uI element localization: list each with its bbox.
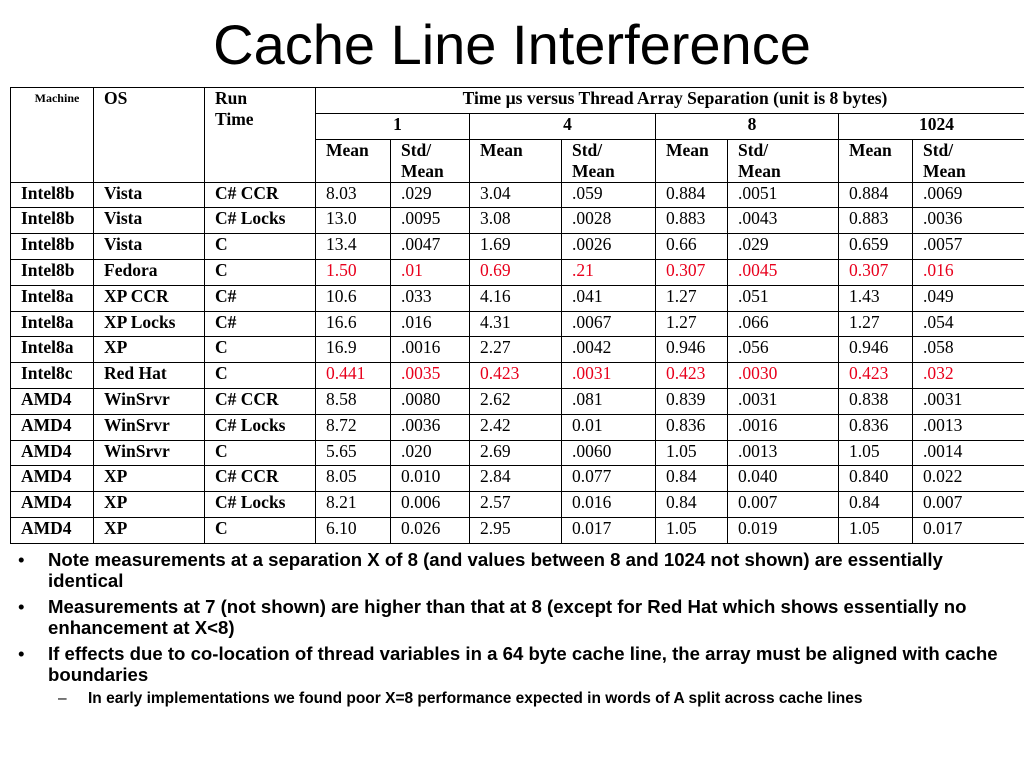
std-mean-cell: .0042 xyxy=(562,337,656,363)
bullet-marker: • xyxy=(18,643,25,664)
header-run-time: Run Time xyxy=(205,88,316,183)
std-mean-cell: .054 xyxy=(913,311,1024,337)
os-cell: WinSrvr xyxy=(94,440,205,466)
mean-cell: 1.05 xyxy=(839,440,913,466)
header-mean: Mean xyxy=(316,139,391,182)
header-std-mean: Std/ Mean xyxy=(913,139,1024,182)
std-mean-cell: .0067 xyxy=(562,311,656,337)
std-mean-cell: 0.006 xyxy=(391,492,470,518)
table-row xyxy=(11,414,1024,440)
mean-cell: 0.836 xyxy=(656,414,728,440)
mean-cell: 0.836 xyxy=(839,414,913,440)
sub-bullet-text: In early implementations we found poor X=8 performance expected in words of A split across cache lines xyxy=(88,690,863,707)
machine-cell: AMD4 xyxy=(11,388,94,414)
mean-cell: 0.883 xyxy=(839,208,913,234)
table-row xyxy=(11,363,1024,389)
std-mean-cell: 0.007 xyxy=(728,492,839,518)
machine-cell: AMD4 xyxy=(11,440,94,466)
machine-cell: Intel8a xyxy=(11,311,94,337)
header-std-mean: Std/ Mean xyxy=(391,139,470,182)
std-mean-cell: .0028 xyxy=(562,208,656,234)
std-mean-cell: .058 xyxy=(913,337,1024,363)
std-mean-cell: .0060 xyxy=(562,440,656,466)
run-time-cell: C xyxy=(205,259,316,285)
header-machine: Machine xyxy=(11,88,94,183)
mean-cell: 1.05 xyxy=(656,517,728,543)
table-row xyxy=(11,337,1024,363)
mean-cell: 13.4 xyxy=(316,234,391,260)
mean-cell: 2.57 xyxy=(470,492,562,518)
mean-cell: 0.441 xyxy=(316,363,391,389)
header-mean: Mean xyxy=(839,139,913,182)
std-mean-cell: 0.022 xyxy=(913,466,1024,492)
std-mean-cell: 0.016 xyxy=(562,492,656,518)
std-mean-cell: .051 xyxy=(728,285,839,311)
mean-cell: 13.0 xyxy=(316,208,391,234)
std-mean-cell: .0047 xyxy=(391,234,470,260)
bullet-text: Note measurements at a separation X of 8 (and values between 8 and 1024 not shown) are essentially identical xyxy=(48,549,943,591)
os-cell: Vista xyxy=(94,234,205,260)
std-mean-cell: .0051 xyxy=(728,182,839,208)
std-mean-cell: .0013 xyxy=(913,414,1024,440)
bullet-marker: • xyxy=(18,596,25,617)
std-mean-cell: .016 xyxy=(913,259,1024,285)
table-row xyxy=(11,208,1024,234)
std-mean-cell: .0031 xyxy=(913,388,1024,414)
std-mean-cell: 0.017 xyxy=(562,517,656,543)
notes-list xyxy=(18,549,1014,707)
mean-cell: 0.69 xyxy=(470,259,562,285)
mean-cell: 10.6 xyxy=(316,285,391,311)
header-os: OS xyxy=(94,88,205,183)
mean-cell: 0.839 xyxy=(656,388,728,414)
mean-cell: 8.58 xyxy=(316,388,391,414)
bullet-item xyxy=(18,596,1014,638)
std-mean-cell: .0036 xyxy=(391,414,470,440)
mean-cell: 2.27 xyxy=(470,337,562,363)
mean-cell: 1.27 xyxy=(656,285,728,311)
header-time-caption: Time µs versus Thread Array Separation (unit is 8 bytes) xyxy=(316,88,1024,114)
std-mean-cell: .0057 xyxy=(913,234,1024,260)
mean-cell: 1.27 xyxy=(839,311,913,337)
mean-cell: 1.05 xyxy=(656,440,728,466)
mean-cell: 0.883 xyxy=(656,208,728,234)
bullet-item xyxy=(18,643,1014,685)
timing-table xyxy=(10,87,1024,544)
mean-cell: 8.72 xyxy=(316,414,391,440)
machine-cell: AMD4 xyxy=(11,517,94,543)
mean-cell: 0.66 xyxy=(656,234,728,260)
os-cell: WinSrvr xyxy=(94,388,205,414)
header-mean: Mean xyxy=(656,139,728,182)
os-cell: Vista xyxy=(94,208,205,234)
header-separation-1024: 1024 xyxy=(839,113,1024,139)
sub-bullet-marker: – xyxy=(58,690,67,707)
mean-cell: 16.9 xyxy=(316,337,391,363)
mean-cell: 6.10 xyxy=(316,517,391,543)
os-cell: XP Locks xyxy=(94,311,205,337)
mean-cell: 1.27 xyxy=(656,311,728,337)
mean-cell: 0.884 xyxy=(656,182,728,208)
mean-cell: 1.43 xyxy=(839,285,913,311)
mean-cell: 2.95 xyxy=(470,517,562,543)
run-time-cell: C# Locks xyxy=(205,414,316,440)
std-mean-cell: .0043 xyxy=(728,208,839,234)
std-mean-cell: .020 xyxy=(391,440,470,466)
std-mean-cell: 0.017 xyxy=(913,517,1024,543)
run-time-cell: C# Locks xyxy=(205,208,316,234)
run-time-cell: C# Locks xyxy=(205,492,316,518)
table-row xyxy=(11,234,1024,260)
std-mean-cell: 0.007 xyxy=(913,492,1024,518)
mean-cell: 0.838 xyxy=(839,388,913,414)
table-row xyxy=(11,388,1024,414)
std-mean-cell: .0069 xyxy=(913,182,1024,208)
os-cell: XP xyxy=(94,517,205,543)
mean-cell: 2.62 xyxy=(470,388,562,414)
bullet-text: Measurements at 7 (not shown) are higher than that at 8 (except for Red Hat which shows essentially no enhancement at X<8) xyxy=(48,596,967,638)
mean-cell: 1.05 xyxy=(839,517,913,543)
std-mean-cell: 0.010 xyxy=(391,466,470,492)
machine-cell: AMD4 xyxy=(11,466,94,492)
mean-cell: 0.946 xyxy=(656,337,728,363)
std-mean-cell: .21 xyxy=(562,259,656,285)
table-row xyxy=(11,182,1024,208)
mean-cell: 1.50 xyxy=(316,259,391,285)
run-time-cell: C# CCR xyxy=(205,466,316,492)
table-row xyxy=(11,259,1024,285)
run-time-cell: C# CCR xyxy=(205,388,316,414)
mean-cell: 2.69 xyxy=(470,440,562,466)
std-mean-cell: 0.026 xyxy=(391,517,470,543)
std-mean-cell: 0.01 xyxy=(562,414,656,440)
header-std-mean: Std/ Mean xyxy=(728,139,839,182)
std-mean-cell: .032 xyxy=(913,363,1024,389)
mean-cell: 0.84 xyxy=(656,466,728,492)
machine-cell: Intel8b xyxy=(11,259,94,285)
run-time-cell: C xyxy=(205,337,316,363)
mean-cell: 0.423 xyxy=(656,363,728,389)
mean-cell: 5.65 xyxy=(316,440,391,466)
os-cell: Red Hat xyxy=(94,363,205,389)
std-mean-cell: .0016 xyxy=(391,337,470,363)
std-mean-cell: .041 xyxy=(562,285,656,311)
std-mean-cell: .0036 xyxy=(913,208,1024,234)
std-mean-cell: .033 xyxy=(391,285,470,311)
mean-cell: 3.04 xyxy=(470,182,562,208)
mean-cell: 0.840 xyxy=(839,466,913,492)
std-mean-cell: .0095 xyxy=(391,208,470,234)
std-mean-cell: .066 xyxy=(728,311,839,337)
run-time-cell: C# xyxy=(205,285,316,311)
run-time-cell: C xyxy=(205,440,316,466)
std-mean-cell: .081 xyxy=(562,388,656,414)
std-mean-cell: .056 xyxy=(728,337,839,363)
std-mean-cell: 0.077 xyxy=(562,466,656,492)
std-mean-cell: .01 xyxy=(391,259,470,285)
std-mean-cell: .029 xyxy=(728,234,839,260)
os-cell: Fedora xyxy=(94,259,205,285)
header-separation-1: 1 xyxy=(316,113,470,139)
mean-cell: 1.69 xyxy=(470,234,562,260)
std-mean-cell: 0.040 xyxy=(728,466,839,492)
os-cell: XP xyxy=(94,337,205,363)
os-cell: XP xyxy=(94,466,205,492)
mean-cell: 0.423 xyxy=(839,363,913,389)
std-mean-cell: .0035 xyxy=(391,363,470,389)
run-time-cell: C xyxy=(205,517,316,543)
mean-cell: 4.31 xyxy=(470,311,562,337)
table-header xyxy=(11,88,1024,183)
header-separation-4: 4 xyxy=(470,113,656,139)
run-time-cell: C# CCR xyxy=(205,182,316,208)
std-mean-cell: .029 xyxy=(391,182,470,208)
mean-cell: 8.03 xyxy=(316,182,391,208)
run-time-cell: C xyxy=(205,363,316,389)
machine-cell: Intel8a xyxy=(11,285,94,311)
header-separation-8: 8 xyxy=(656,113,839,139)
mean-cell: 0.84 xyxy=(656,492,728,518)
mean-cell: 2.84 xyxy=(470,466,562,492)
std-mean-cell: .059 xyxy=(562,182,656,208)
machine-cell: AMD4 xyxy=(11,414,94,440)
table-row xyxy=(11,311,1024,337)
std-mean-cell: .0013 xyxy=(728,440,839,466)
mean-cell: 0.307 xyxy=(839,259,913,285)
mean-cell: 0.884 xyxy=(839,182,913,208)
std-mean-cell: .0016 xyxy=(728,414,839,440)
std-mean-cell: .0031 xyxy=(728,388,839,414)
machine-cell: Intel8c xyxy=(11,363,94,389)
table-row xyxy=(11,466,1024,492)
os-cell: WinSrvr xyxy=(94,414,205,440)
machine-cell: AMD4 xyxy=(11,492,94,518)
std-mean-cell: 0.019 xyxy=(728,517,839,543)
sub-bullet-item xyxy=(18,690,1014,707)
mean-cell: 8.21 xyxy=(316,492,391,518)
std-mean-cell: .0030 xyxy=(728,363,839,389)
bullet-item xyxy=(18,549,1014,591)
table-row xyxy=(11,492,1024,518)
machine-cell: Intel8b xyxy=(11,182,94,208)
run-time-cell: C# xyxy=(205,311,316,337)
mean-cell: 0.659 xyxy=(839,234,913,260)
mean-cell: 0.307 xyxy=(656,259,728,285)
std-mean-cell: .049 xyxy=(913,285,1024,311)
header-std-mean: Std/ Mean xyxy=(562,139,656,182)
mean-cell: 2.42 xyxy=(470,414,562,440)
run-time-cell: C xyxy=(205,234,316,260)
std-mean-cell: .0080 xyxy=(391,388,470,414)
slide-title: Cache Line Interference xyxy=(213,13,811,76)
table-body xyxy=(11,182,1024,543)
os-cell: XP xyxy=(94,492,205,518)
table-row xyxy=(11,285,1024,311)
std-mean-cell: .0045 xyxy=(728,259,839,285)
mean-cell: 0.423 xyxy=(470,363,562,389)
mean-cell: 0.946 xyxy=(839,337,913,363)
std-mean-cell: .0014 xyxy=(913,440,1024,466)
std-mean-cell: .0031 xyxy=(562,363,656,389)
machine-cell: Intel8b xyxy=(11,208,94,234)
mean-cell: 4.16 xyxy=(470,285,562,311)
mean-cell: 0.84 xyxy=(839,492,913,518)
bullet-marker: • xyxy=(18,549,25,570)
mean-cell: 8.05 xyxy=(316,466,391,492)
std-mean-cell: .0026 xyxy=(562,234,656,260)
machine-cell: Intel8a xyxy=(11,337,94,363)
table-row xyxy=(11,440,1024,466)
os-cell: XP CCR xyxy=(94,285,205,311)
mean-cell: 16.6 xyxy=(316,311,391,337)
bullet-text: If effects due to co-location of thread variables in a 64 byte cache line, the array must be aligned with cache boundaries xyxy=(48,643,998,685)
os-cell: Vista xyxy=(94,182,205,208)
mean-cell: 3.08 xyxy=(470,208,562,234)
std-mean-cell: .016 xyxy=(391,311,470,337)
table-row xyxy=(11,517,1024,543)
header-mean: Mean xyxy=(470,139,562,182)
machine-cell: Intel8b xyxy=(11,234,94,260)
